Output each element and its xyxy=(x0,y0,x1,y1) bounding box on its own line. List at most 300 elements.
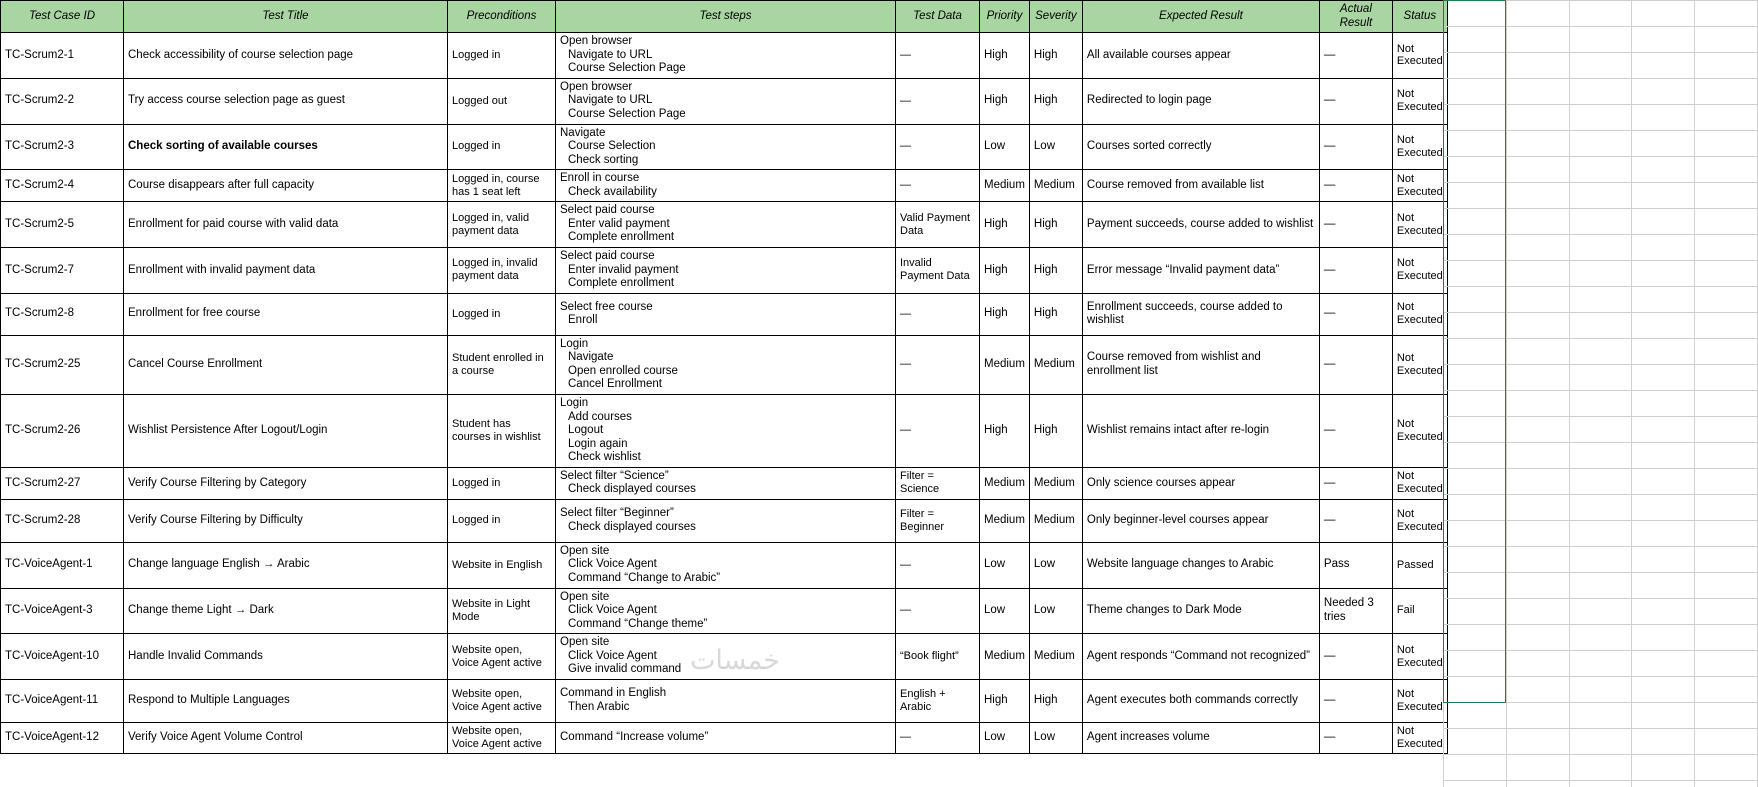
empty-cell[interactable] xyxy=(1695,261,1758,287)
cell-test-data[interactable]: — xyxy=(896,33,980,79)
empty-cell[interactable] xyxy=(1695,495,1758,521)
cell-test-title[interactable]: Respond to Multiple Languages xyxy=(124,679,448,722)
cell-expected-result[interactable]: Payment succeeds, course added to wishlist xyxy=(1082,202,1319,248)
cell-priority[interactable]: High xyxy=(980,293,1030,335)
cell-test-case-id[interactable]: TC-VoiceAgent-10 xyxy=(1,634,124,680)
empty-cell[interactable] xyxy=(1444,417,1507,443)
empty-cell[interactable] xyxy=(1632,105,1695,131)
cell-test-title[interactable]: Verify Course Filtering by Difficulty xyxy=(124,499,448,542)
table-row[interactable] xyxy=(1,394,1448,467)
empty-cell[interactable] xyxy=(1569,183,1632,209)
table-row[interactable] xyxy=(1,248,1448,294)
empty-cell[interactable] xyxy=(1632,495,1695,521)
empty-cell[interactable] xyxy=(1569,781,1632,787)
cell-actual-result[interactable]: — xyxy=(1319,293,1392,335)
empty-cell[interactable] xyxy=(1569,599,1632,625)
column-header-4[interactable]: Test Data xyxy=(896,1,980,33)
cell-test-title[interactable]: Change theme Light → Dark xyxy=(124,588,448,634)
cell-expected-result[interactable]: Agent responds “Command not recognized” xyxy=(1082,634,1319,680)
table-row[interactable] xyxy=(1,679,1448,722)
empty-cell[interactable] xyxy=(1444,365,1507,391)
cell-expected-result[interactable]: Enrollment succeeds, course added to wishlist xyxy=(1082,293,1319,335)
empty-cell[interactable] xyxy=(1569,313,1632,339)
empty-cell[interactable] xyxy=(1632,235,1695,261)
cell-test-data[interactable]: — xyxy=(896,170,980,202)
cell-status[interactable]: Not Executed xyxy=(1392,335,1447,394)
cell-test-title[interactable]: Wishlist Persistence After Logout/Login xyxy=(124,394,448,467)
cell-status[interactable]: Not Executed xyxy=(1392,248,1447,294)
cell-expected-result[interactable]: Theme changes to Dark Mode xyxy=(1082,588,1319,634)
cell-severity[interactable]: High xyxy=(1029,394,1082,467)
cell-test-case-id[interactable]: TC-Scrum2-3 xyxy=(1,124,124,170)
cell-test-data[interactable]: — xyxy=(896,335,980,394)
empty-cell[interactable] xyxy=(1506,365,1569,391)
cell-actual-result[interactable]: — xyxy=(1319,467,1392,499)
cell-preconditions[interactable]: Logged in, invalid payment data xyxy=(448,248,556,294)
cell-actual-result[interactable]: — xyxy=(1319,248,1392,294)
empty-cell[interactable] xyxy=(1444,261,1507,287)
empty-cell[interactable] xyxy=(1444,677,1507,703)
empty-cell[interactable] xyxy=(1569,625,1632,651)
empty-cell[interactable] xyxy=(1506,651,1569,677)
table-row[interactable] xyxy=(1,335,1448,394)
empty-cell[interactable] xyxy=(1569,53,1632,79)
empty-cell[interactable] xyxy=(1632,287,1695,313)
empty-cell[interactable] xyxy=(1632,209,1695,235)
empty-cell[interactable] xyxy=(1506,521,1569,547)
cell-test-title[interactable]: Enrollment for paid course with valid data xyxy=(124,202,448,248)
cell-test-steps[interactable] xyxy=(556,78,896,124)
empty-cell[interactable] xyxy=(1632,547,1695,573)
empty-cell[interactable] xyxy=(1695,339,1758,365)
empty-cell[interactable] xyxy=(1695,781,1758,787)
cell-test-case-id[interactable]: TC-Scrum2-25 xyxy=(1,335,124,394)
empty-cell[interactable] xyxy=(1444,781,1507,787)
empty-cell[interactable] xyxy=(1695,469,1758,495)
empty-cell[interactable] xyxy=(1444,235,1507,261)
table-row[interactable] xyxy=(1,467,1448,499)
empty-cell[interactable] xyxy=(1569,209,1632,235)
empty-cell[interactable] xyxy=(1506,443,1569,469)
empty-cell[interactable] xyxy=(1569,1,1632,27)
empty-cell[interactable] xyxy=(1444,755,1507,781)
empty-cell[interactable] xyxy=(1506,79,1569,105)
empty-cell[interactable] xyxy=(1444,1,1507,27)
empty-cell[interactable] xyxy=(1444,599,1507,625)
cell-priority[interactable]: Low xyxy=(980,124,1030,170)
column-header-3[interactable]: Test steps xyxy=(556,1,896,33)
empty-cell[interactable] xyxy=(1632,157,1695,183)
empty-cell[interactable] xyxy=(1695,651,1758,677)
cell-test-case-id[interactable]: TC-Scrum2-2 xyxy=(1,78,124,124)
cell-test-steps[interactable] xyxy=(556,335,896,394)
empty-cell[interactable] xyxy=(1444,105,1507,131)
empty-cell[interactable] xyxy=(1632,651,1695,677)
cell-priority[interactable]: High xyxy=(980,679,1030,722)
empty-cell[interactable] xyxy=(1632,781,1695,787)
cell-test-steps[interactable] xyxy=(556,33,896,79)
empty-cell[interactable] xyxy=(1695,79,1758,105)
empty-cell[interactable] xyxy=(1695,1,1758,27)
empty-cell[interactable] xyxy=(1632,625,1695,651)
cell-preconditions[interactable]: Logged in, course has 1 seat left xyxy=(448,170,556,202)
cell-test-data[interactable]: — xyxy=(896,542,980,588)
cell-test-steps[interactable] xyxy=(556,722,896,753)
empty-cell[interactable] xyxy=(1569,495,1632,521)
cell-status[interactable]: Not Executed xyxy=(1392,722,1447,753)
empty-cell[interactable] xyxy=(1695,183,1758,209)
empty-cell[interactable] xyxy=(1444,651,1507,677)
empty-cell[interactable] xyxy=(1506,495,1569,521)
empty-cell[interactable] xyxy=(1695,209,1758,235)
cell-test-data[interactable]: “Book flight” xyxy=(896,634,980,680)
empty-cell[interactable] xyxy=(1695,157,1758,183)
empty-cell[interactable] xyxy=(1506,677,1569,703)
cell-actual-result[interactable]: — xyxy=(1319,722,1392,753)
empty-cell[interactable] xyxy=(1695,27,1758,53)
cell-actual-result[interactable]: — xyxy=(1319,394,1392,467)
cell-severity[interactable]: Medium xyxy=(1029,499,1082,542)
cell-severity[interactable]: Low xyxy=(1029,588,1082,634)
cell-actual-result[interactable]: — xyxy=(1319,335,1392,394)
cell-expected-result[interactable]: Agent executes both commands correctly xyxy=(1082,679,1319,722)
cell-preconditions[interactable]: Logged in xyxy=(448,499,556,542)
empty-cell[interactable] xyxy=(1695,573,1758,599)
table-row[interactable] xyxy=(1,202,1448,248)
empty-cell[interactable] xyxy=(1506,417,1569,443)
empty-cell[interactable] xyxy=(1569,547,1632,573)
empty-cell[interactable] xyxy=(1506,131,1569,157)
cell-preconditions[interactable]: Logged out xyxy=(448,78,556,124)
cell-preconditions[interactable]: Logged in xyxy=(448,33,556,79)
cell-priority[interactable]: Medium xyxy=(980,170,1030,202)
empty-cell[interactable] xyxy=(1695,287,1758,313)
cell-expected-result[interactable]: Only science courses appear xyxy=(1082,467,1319,499)
cell-preconditions[interactable]: Logged in xyxy=(448,293,556,335)
empty-cell[interactable] xyxy=(1569,443,1632,469)
cell-test-title[interactable]: Change language English → Arabic xyxy=(124,542,448,588)
cell-test-title[interactable]: Check sorting of available courses xyxy=(124,124,448,170)
empty-cell[interactable] xyxy=(1569,469,1632,495)
table-row[interactable] xyxy=(1,293,1448,335)
empty-cell[interactable] xyxy=(1632,469,1695,495)
empty-cell[interactable] xyxy=(1632,313,1695,339)
cell-test-steps[interactable] xyxy=(556,202,896,248)
cell-expected-result[interactable]: Redirected to login page xyxy=(1082,78,1319,124)
cell-test-data[interactable]: Valid Payment Data xyxy=(896,202,980,248)
cell-preconditions[interactable]: Website open, Voice Agent active xyxy=(448,679,556,722)
cell-test-case-id[interactable]: TC-Scrum2-27 xyxy=(1,467,124,499)
cell-status[interactable]: Not Executed xyxy=(1392,634,1447,680)
cell-priority[interactable]: Low xyxy=(980,722,1030,753)
empty-cell[interactable] xyxy=(1569,651,1632,677)
empty-cell[interactable] xyxy=(1632,573,1695,599)
table-row[interactable] xyxy=(1,588,1448,634)
empty-cell[interactable] xyxy=(1632,1,1695,27)
empty-cell[interactable] xyxy=(1506,339,1569,365)
cell-test-steps[interactable] xyxy=(556,293,896,335)
cell-status[interactable]: Not Executed xyxy=(1392,467,1447,499)
cell-actual-result[interactable]: — xyxy=(1319,78,1392,124)
empty-cell[interactable] xyxy=(1695,131,1758,157)
empty-cell[interactable] xyxy=(1695,443,1758,469)
cell-test-title[interactable]: Verify Course Filtering by Category xyxy=(124,467,448,499)
cell-priority[interactable]: High xyxy=(980,202,1030,248)
cell-severity[interactable]: Medium xyxy=(1029,467,1082,499)
cell-severity[interactable]: High xyxy=(1029,202,1082,248)
cell-status[interactable]: Not Executed xyxy=(1392,679,1447,722)
empty-cell[interactable] xyxy=(1695,677,1758,703)
cell-status[interactable]: Not Executed xyxy=(1392,394,1447,467)
cell-severity[interactable]: High xyxy=(1029,33,1082,79)
empty-cell[interactable] xyxy=(1506,625,1569,651)
cell-expected-result[interactable]: All available courses appear xyxy=(1082,33,1319,79)
cell-actual-result[interactable]: — xyxy=(1319,170,1392,202)
cell-test-data[interactable]: — xyxy=(896,722,980,753)
empty-cell[interactable] xyxy=(1506,547,1569,573)
empty-cell[interactable] xyxy=(1444,495,1507,521)
cell-status[interactable]: Fail xyxy=(1392,588,1447,634)
empty-cell[interactable] xyxy=(1444,313,1507,339)
empty-cell[interactable] xyxy=(1632,599,1695,625)
cell-preconditions[interactable]: Student enrolled in a course xyxy=(448,335,556,394)
cell-test-data[interactable]: — xyxy=(896,78,980,124)
column-header-8[interactable]: Actual Result xyxy=(1319,1,1392,33)
cell-preconditions[interactable]: Student has courses in wishlist xyxy=(448,394,556,467)
cell-test-title[interactable]: Course disappears after full capacity xyxy=(124,170,448,202)
empty-cell[interactable] xyxy=(1444,183,1507,209)
cell-test-title[interactable]: Check accessibility of course selection page xyxy=(124,33,448,79)
empty-cell[interactable] xyxy=(1695,547,1758,573)
empty-cell[interactable] xyxy=(1569,365,1632,391)
cell-priority[interactable]: Medium xyxy=(980,467,1030,499)
cell-actual-result[interactable]: — xyxy=(1319,499,1392,542)
empty-cell[interactable] xyxy=(1506,1,1569,27)
empty-cell[interactable] xyxy=(1632,729,1695,755)
column-header-9[interactable]: Status xyxy=(1392,1,1447,33)
cell-expected-result[interactable]: Wishlist remains intact after re-login xyxy=(1082,394,1319,467)
empty-cell[interactable] xyxy=(1444,79,1507,105)
empty-cell[interactable] xyxy=(1632,27,1695,53)
column-header-0[interactable]: Test Case ID xyxy=(1,1,124,33)
cell-preconditions[interactable]: Website in Light Mode xyxy=(448,588,556,634)
cell-severity[interactable]: Medium xyxy=(1029,634,1082,680)
empty-cell[interactable] xyxy=(1569,417,1632,443)
cell-test-case-id[interactable]: TC-Scrum2-28 xyxy=(1,499,124,542)
empty-cell[interactable] xyxy=(1506,287,1569,313)
cell-test-data[interactable]: English + Arabic xyxy=(896,679,980,722)
empty-cell[interactable] xyxy=(1695,313,1758,339)
cell-severity[interactable]: Low xyxy=(1029,542,1082,588)
empty-cell[interactable] xyxy=(1632,183,1695,209)
cell-test-title[interactable]: Handle Invalid Commands xyxy=(124,634,448,680)
empty-cell[interactable] xyxy=(1444,729,1507,755)
cell-test-steps[interactable] xyxy=(556,394,896,467)
empty-cell[interactable] xyxy=(1632,521,1695,547)
cell-preconditions[interactable]: Logged in xyxy=(448,124,556,170)
empty-cell[interactable] xyxy=(1695,729,1758,755)
cell-priority[interactable]: High xyxy=(980,78,1030,124)
empty-cell[interactable] xyxy=(1569,703,1632,729)
cell-test-steps[interactable] xyxy=(556,679,896,722)
cell-preconditions[interactable]: Logged in, valid payment data xyxy=(448,202,556,248)
column-header-7[interactable]: Expected Result xyxy=(1082,1,1319,33)
cell-status[interactable]: Not Executed xyxy=(1392,78,1447,124)
cell-actual-result[interactable]: — xyxy=(1319,679,1392,722)
cell-test-steps[interactable] xyxy=(556,170,896,202)
cell-preconditions[interactable]: Website in English xyxy=(448,542,556,588)
empty-cell[interactable] xyxy=(1569,729,1632,755)
cell-actual-result[interactable]: — xyxy=(1319,634,1392,680)
empty-cell[interactable] xyxy=(1444,209,1507,235)
cell-preconditions[interactable]: Logged in xyxy=(448,467,556,499)
empty-cell[interactable] xyxy=(1695,521,1758,547)
cell-status[interactable]: Not Executed xyxy=(1392,33,1447,79)
empty-cell[interactable] xyxy=(1569,521,1632,547)
cell-priority[interactable]: High xyxy=(980,33,1030,79)
column-header-5[interactable]: Priority xyxy=(980,1,1030,33)
empty-cell[interactable] xyxy=(1506,313,1569,339)
cell-priority[interactable]: High xyxy=(980,248,1030,294)
cell-test-steps[interactable] xyxy=(556,467,896,499)
cell-priority[interactable]: Medium xyxy=(980,499,1030,542)
empty-cell[interactable] xyxy=(1632,261,1695,287)
cell-expected-result[interactable]: Courses sorted correctly xyxy=(1082,124,1319,170)
empty-cell[interactable] xyxy=(1506,755,1569,781)
cell-test-data[interactable]: Filter = Science xyxy=(896,467,980,499)
empty-cell[interactable] xyxy=(1506,27,1569,53)
empty-cell[interactable] xyxy=(1506,703,1569,729)
cell-expected-result[interactable]: Course removed from wishlist and enrollment list xyxy=(1082,335,1319,394)
empty-cell[interactable] xyxy=(1632,365,1695,391)
cell-test-steps[interactable] xyxy=(556,588,896,634)
table-row[interactable] xyxy=(1,78,1448,124)
cell-test-case-id[interactable]: TC-Scrum2-5 xyxy=(1,202,124,248)
empty-cell[interactable] xyxy=(1695,599,1758,625)
cell-test-steps[interactable] xyxy=(556,248,896,294)
empty-cell[interactable] xyxy=(1569,157,1632,183)
table-row[interactable] xyxy=(1,722,1448,753)
cell-expected-result[interactable]: Only beginner-level courses appear xyxy=(1082,499,1319,542)
empty-cell[interactable] xyxy=(1569,235,1632,261)
cell-severity[interactable]: High xyxy=(1029,293,1082,335)
cell-status[interactable]: Not Executed xyxy=(1392,499,1447,542)
cell-test-title[interactable]: Enrollment for free course xyxy=(124,293,448,335)
cell-severity[interactable]: High xyxy=(1029,78,1082,124)
empty-cell[interactable] xyxy=(1506,53,1569,79)
empty-cell[interactable] xyxy=(1695,235,1758,261)
empty-cell[interactable] xyxy=(1444,521,1507,547)
cell-expected-result[interactable]: Course removed from available list xyxy=(1082,170,1319,202)
empty-cell[interactable] xyxy=(1444,625,1507,651)
cell-test-steps[interactable] xyxy=(556,499,896,542)
empty-cell[interactable] xyxy=(1444,443,1507,469)
empty-cell[interactable] xyxy=(1444,27,1507,53)
cell-test-data[interactable]: — xyxy=(896,293,980,335)
empty-cell[interactable] xyxy=(1632,755,1695,781)
cell-actual-result[interactable]: — xyxy=(1319,124,1392,170)
cell-priority[interactable]: Medium xyxy=(980,634,1030,680)
empty-cell[interactable] xyxy=(1695,53,1758,79)
empty-cell[interactable] xyxy=(1506,729,1569,755)
table-row[interactable] xyxy=(1,124,1448,170)
cell-test-case-id[interactable]: TC-VoiceAgent-3 xyxy=(1,588,124,634)
empty-cell[interactable] xyxy=(1506,469,1569,495)
cell-priority[interactable]: Low xyxy=(980,542,1030,588)
cell-test-case-id[interactable]: TC-Scrum2-8 xyxy=(1,293,124,335)
column-header-1[interactable]: Test Title xyxy=(124,1,448,33)
cell-test-steps[interactable] xyxy=(556,542,896,588)
cell-severity[interactable]: High xyxy=(1029,679,1082,722)
empty-cell[interactable] xyxy=(1695,391,1758,417)
cell-test-case-id[interactable]: TC-Scrum2-7 xyxy=(1,248,124,294)
cell-severity[interactable]: Low xyxy=(1029,124,1082,170)
empty-cell[interactable] xyxy=(1444,287,1507,313)
empty-cell[interactable] xyxy=(1632,79,1695,105)
empty-cell[interactable] xyxy=(1695,365,1758,391)
empty-cell[interactable] xyxy=(1569,287,1632,313)
empty-cell[interactable] xyxy=(1506,261,1569,287)
empty-cell[interactable] xyxy=(1506,781,1569,787)
cell-severity[interactable]: Medium xyxy=(1029,170,1082,202)
cell-test-case-id[interactable]: TC-Scrum2-1 xyxy=(1,33,124,79)
cell-severity[interactable]: High xyxy=(1029,248,1082,294)
empty-cell[interactable] xyxy=(1632,703,1695,729)
empty-cell[interactable] xyxy=(1444,339,1507,365)
empty-cell[interactable] xyxy=(1506,157,1569,183)
cell-status[interactable]: Not Executed xyxy=(1392,170,1447,202)
cell-expected-result[interactable]: Error message “Invalid payment data” xyxy=(1082,248,1319,294)
cell-priority[interactable]: Medium xyxy=(980,335,1030,394)
cell-status[interactable]: Not Executed xyxy=(1392,293,1447,335)
empty-cell[interactable] xyxy=(1444,703,1507,729)
empty-cell[interactable] xyxy=(1569,79,1632,105)
empty-cell[interactable] xyxy=(1695,755,1758,781)
empty-cell[interactable] xyxy=(1695,417,1758,443)
empty-cell[interactable] xyxy=(1632,417,1695,443)
cell-test-data[interactable]: Invalid Payment Data xyxy=(896,248,980,294)
empty-cell[interactable] xyxy=(1444,157,1507,183)
table-row[interactable] xyxy=(1,170,1448,202)
empty-cell[interactable] xyxy=(1695,703,1758,729)
cell-test-data[interactable]: — xyxy=(896,588,980,634)
empty-cell[interactable] xyxy=(1569,391,1632,417)
empty-cell[interactable] xyxy=(1506,391,1569,417)
cell-preconditions[interactable]: Website open, Voice Agent active xyxy=(448,722,556,753)
cell-status[interactable]: Not Executed xyxy=(1392,124,1447,170)
empty-cell[interactable] xyxy=(1506,183,1569,209)
cell-test-title[interactable]: Try access course selection page as guest xyxy=(124,78,448,124)
cell-test-data[interactable]: — xyxy=(896,394,980,467)
column-header-2[interactable]: Preconditions xyxy=(448,1,556,33)
cell-severity[interactable]: Medium xyxy=(1029,335,1082,394)
cell-test-case-id[interactable]: TC-VoiceAgent-12 xyxy=(1,722,124,753)
empty-cell[interactable] xyxy=(1569,677,1632,703)
empty-cell[interactable] xyxy=(1569,27,1632,53)
empty-cell[interactable] xyxy=(1444,573,1507,599)
empty-cell[interactable] xyxy=(1569,755,1632,781)
empty-cell[interactable] xyxy=(1444,131,1507,157)
cell-status[interactable]: Not Executed xyxy=(1392,202,1447,248)
cell-test-case-id[interactable]: TC-VoiceAgent-1 xyxy=(1,542,124,588)
table-row[interactable] xyxy=(1,542,1448,588)
empty-cell[interactable] xyxy=(1506,105,1569,131)
cell-test-case-id[interactable]: TC-Scrum2-4 xyxy=(1,170,124,202)
empty-cell[interactable] xyxy=(1444,547,1507,573)
empty-cell[interactable] xyxy=(1444,53,1507,79)
empty-cell[interactable] xyxy=(1569,339,1632,365)
empty-cell[interactable] xyxy=(1632,443,1695,469)
